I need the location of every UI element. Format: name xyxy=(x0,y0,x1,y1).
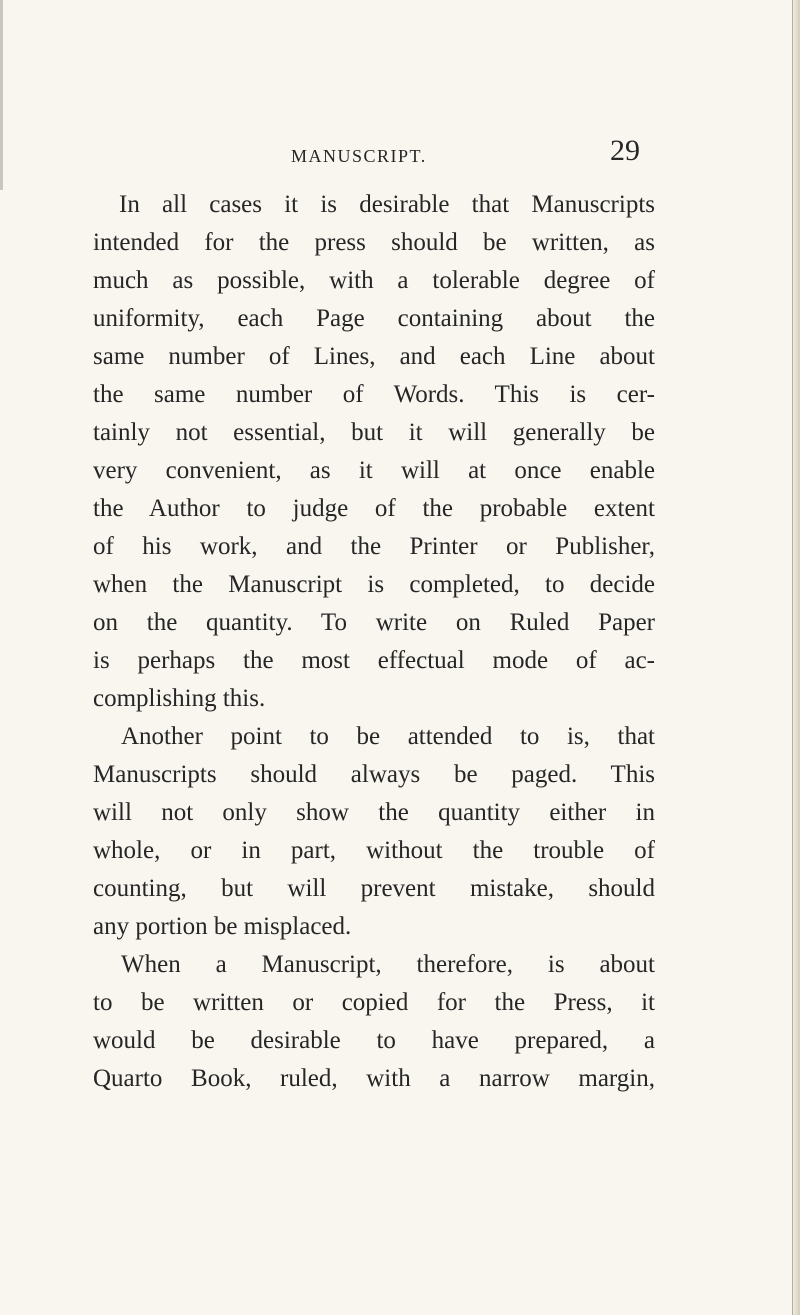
right-edge-rule xyxy=(792,0,793,1315)
text-line-17: will not only show the quantity either in xyxy=(93,799,655,826)
text-line-8: very convenient, as it will at once enable xyxy=(93,457,655,484)
text-line-3: much as possible, with a tolerable degree of xyxy=(93,267,655,294)
text-line-4: uniformity, each Page containing about the xyxy=(93,305,655,332)
text-line-13: is perhaps the most effectual mode of ac- xyxy=(93,647,655,674)
text-line-5: same number of Lines, and each Line about xyxy=(93,343,655,370)
text-line-11: when the Manuscript is completed, to decide xyxy=(93,571,655,598)
text-line-1: In all cases it is desirable that Manuscripts xyxy=(119,191,655,218)
page-number: 29 xyxy=(610,134,640,167)
text-line-23: would be desirable to have prepared, a xyxy=(93,1027,655,1054)
running-head xyxy=(0,130,800,170)
text-line-16: Manuscripts should always be paged. This xyxy=(93,761,655,788)
text-line-24: Quarto Book, ruled, with a narrow margin, xyxy=(93,1065,655,1092)
text-line-7: tainly not essential, but it will generally be xyxy=(93,419,655,446)
text-line-21: When a Manuscript, therefore, is about xyxy=(121,951,655,978)
text-line-12: on the quantity. To write on Ruled Paper xyxy=(93,609,655,636)
right-page-edge xyxy=(792,0,800,1315)
text-line-20: any portion be misplaced. xyxy=(93,913,352,940)
text-line-6: the same number of Words. This is cer- xyxy=(93,381,655,408)
text-line-2: intended for the press should be written, as xyxy=(93,229,655,256)
text-line-10: of his work, and the Printer or Publisher, xyxy=(93,533,655,560)
text-line-18: whole, or in part, without the trouble of xyxy=(93,837,655,864)
text-line-19: counting, but will prevent mistake, should xyxy=(93,875,655,902)
text-line-14: complishing this. xyxy=(93,685,266,712)
text-line-15: Another point to be attended to is, that xyxy=(121,723,655,750)
running-head-title: MANUSCRIPT. xyxy=(291,146,427,166)
text-line-9: the Author to judge of the probable extent xyxy=(93,495,655,522)
text-line-22: to be written or copied for the Press, it xyxy=(93,989,655,1016)
